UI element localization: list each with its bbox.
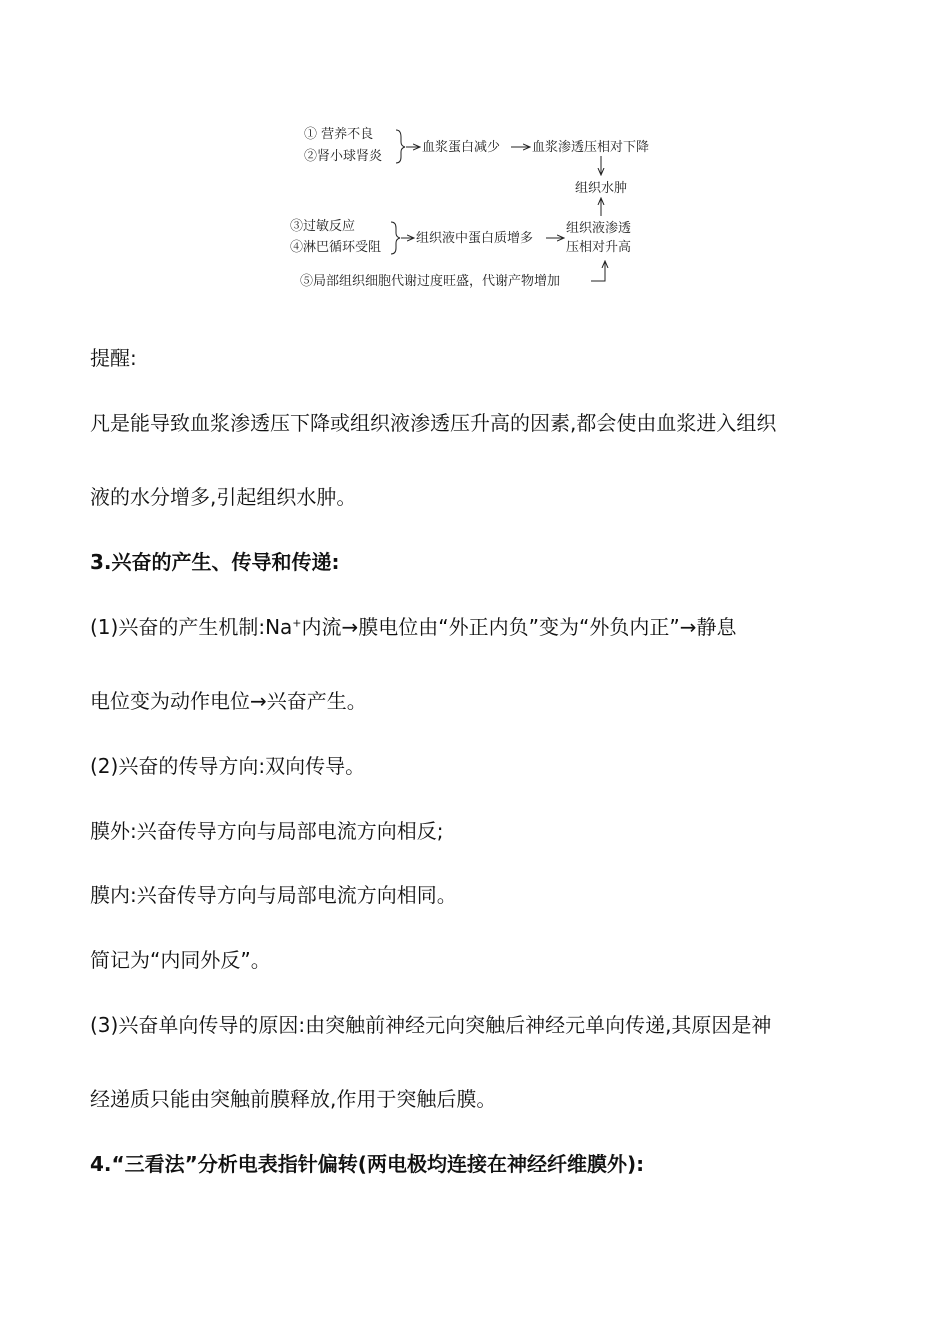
reminder-line-2: 液的水分增多,引起组织水肿。 (90, 485, 357, 509)
membrane-outside: 膜外:兴奋传导方向与局部电流方向相反; (90, 819, 444, 843)
edema-flow-svg (280, 118, 680, 298)
section-4-heading: 4.“三看法”分析电表指针偏转(两电极均连接在神经纤维膜外): (90, 1152, 645, 1176)
cause-malnutrition: ① 营养不良 (304, 127, 374, 142)
middle-brace (391, 222, 400, 254)
edema-cause-diagram (280, 118, 680, 298)
arrow-metabolism-to-osmotic (591, 261, 605, 281)
conduction-direction: (2)兴奋的传导方向:双向传导。 (90, 754, 366, 778)
sodium-charge: + (292, 616, 302, 630)
excitation-mechanism-line-2: 电位变为动作电位→兴奋产生。 (90, 689, 367, 713)
top-brace (396, 130, 405, 163)
plasma-osmotic-drop: 血浆渗透压相对下降 (532, 140, 650, 155)
section-3-heading: 3.兴奋的产生、传导和传递: (90, 550, 340, 574)
cause-allergy: ③过敏反应 (290, 219, 356, 234)
tissue-osmotic-rise-2: 压相对升高 (566, 240, 632, 255)
reminder-line-1: 凡是能导致血浆渗透压下降或组织液渗透压升高的因素,都会使由血浆进入组织 (90, 411, 777, 435)
excitation-mechanism-line-1 (90, 614, 736, 640)
one-way-reason-line-2: 经递质只能由突触前膜释放,作用于突触后膜。 (90, 1087, 497, 1111)
mnemonic-summary: 简记为“内同外反”。 (90, 948, 271, 972)
membrane-inside: 膜内:兴奋传导方向与局部电流方向相同。 (90, 883, 457, 907)
cause-glomerulonephritis: ②肾小球肾炎 (304, 149, 383, 164)
one-way-reason-line-1: (3)兴奋单向传导的原因:由突触前神经元向突触后神经元单向传递,其原因是神 (90, 1013, 772, 1037)
plasma-protein-drop: 血浆蛋白减少 (422, 140, 501, 155)
reminder-title: 提醒: (90, 346, 137, 370)
tissue-protein-rise: 组织液中蛋白质增多 (416, 231, 534, 246)
excitation-mechanism-b: 内流→膜电位由“外正内负”变为“外负内正”→静息 (301, 615, 737, 639)
tissue-osmotic-rise-1: 组织液渗透 (566, 221, 632, 236)
cause-metabolism: ⑤局部组织细胞代谢过度旺盛，代谢产物增加 (300, 274, 561, 289)
cause-lymph-blocked: ④淋巴循环受阻 (290, 240, 382, 255)
tissue-edema: 组织水肿 (575, 181, 628, 196)
excitation-mechanism-a: (1)兴奋的产生机制:Na (90, 615, 293, 639)
